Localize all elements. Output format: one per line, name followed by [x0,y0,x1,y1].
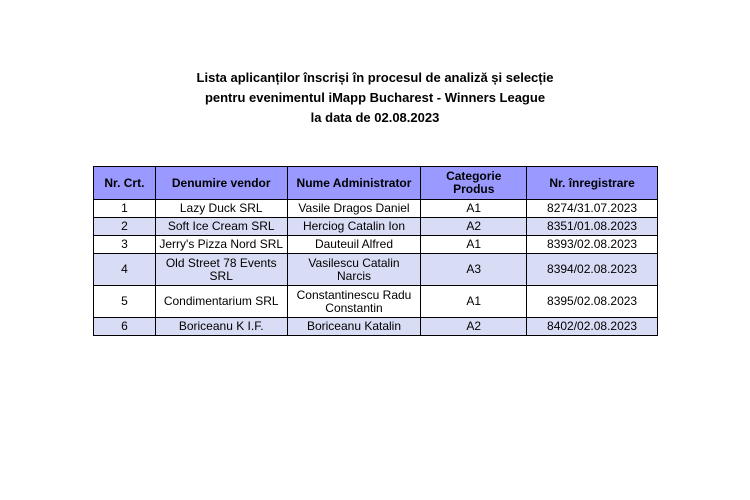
cell-vendor: Condimentarium SRL [155,286,287,318]
cell-registration: 8402/02.08.2023 [527,318,658,336]
cell-registration: 8351/01.08.2023 [527,218,658,236]
cell-category: A1 [421,200,527,218]
title-line-3: la data de 02.08.2023 [310,110,440,125]
title-line-1: Lista aplicanților înscriși în procesul de analiză și selecție [196,70,554,85]
cell-nr: 5 [94,286,156,318]
table-header-row [94,167,658,200]
cell-registration: 8395/02.08.2023 [527,286,658,318]
header-vendor: Denumire vendor [155,167,287,200]
cell-registration: 8274/31.07.2023 [527,200,658,218]
table-row [94,254,658,286]
cell-category: A2 [421,218,527,236]
cell-category: A3 [421,254,527,286]
table-row [94,200,658,218]
cell-vendor: Old Street 78 Events SRL [155,254,287,286]
cell-nr: 4 [94,254,156,286]
cell-vendor: Soft Ice Cream SRL [155,218,287,236]
title-line-2: pentru evenimentul iMapp Bucharest - Winners League [204,90,546,105]
cell-registration: 8393/02.08.2023 [527,236,658,254]
cell-nr: 3 [94,236,156,254]
table-row [94,318,658,336]
header-admin: Nume Administrator [287,167,421,200]
cell-admin: Boriceanu Katalin [287,318,421,336]
table-row [94,218,658,236]
cell-nr: 1 [94,200,156,218]
cell-registration: 8394/02.08.2023 [527,254,658,286]
cell-vendor: Jerry's Pizza Nord SRL [155,236,287,254]
cell-admin: Constantinescu Radu Constantin [287,286,421,318]
cell-category: A2 [421,318,527,336]
header-registration: Nr. înregistrare [527,167,658,200]
table-row [94,286,658,318]
cell-vendor: Boriceanu K I.F. [155,318,287,336]
applicants-table [93,166,658,336]
cell-category: A1 [421,236,527,254]
table-row [94,236,658,254]
cell-vendor: Lazy Duck SRL [155,200,287,218]
cell-admin: Vasile Dragos Daniel [287,200,421,218]
cell-category: A1 [421,286,527,318]
cell-admin: Vasilescu Catalin Narcis [287,254,421,286]
cell-nr: 2 [94,218,156,236]
document-title [0,68,750,128]
cell-nr: 6 [94,318,156,336]
header-nr: Nr. Crt. [94,167,156,200]
header-category: Categorie Produs [421,167,527,200]
cell-admin: Dauteuil Alfred [287,236,421,254]
cell-admin: Herciog Catalin Ion [287,218,421,236]
